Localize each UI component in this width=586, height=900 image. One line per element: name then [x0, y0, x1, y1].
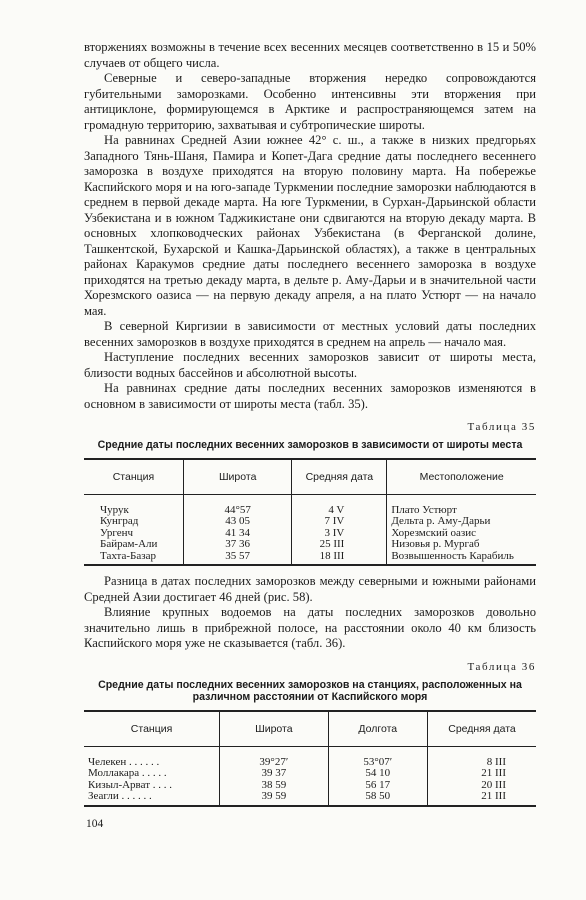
station-cell: Чурук	[100, 503, 129, 516]
station-cell: Тахта-Базар	[84, 551, 183, 566]
table-row	[84, 791, 536, 806]
page-number: 104	[86, 818, 104, 830]
paragraph: На равнинах средние даты последних весенних заморозков изменяются в основном в зависимости от широты места (табл. 35).	[84, 381, 536, 411]
paragraph: Северные и северо-западные вторжения нередко сопровождаются губительными заморозками. Особенно интенсивны эти вторжения при антициклоне, формирующемся в Арктике и распространяющемся затем на громадную территорию, захватывая и субтропические широты.	[84, 71, 536, 132]
table-row	[84, 746, 536, 768]
paragraph: На равнинах Средней Азии южнее 42° с. ш., а также в низких предгорьях Западного Тянь-Шаня, Памира и Копет-Дага средние даты последнего весеннего заморозка в воздухе приходятся на вторую половину марта. На побережье Каспийского моря и на юго-западе Туркмении последние заморозки наблюдаются в среднем в первой декаде марта. На юге Туркмении, в Сурхан-Дарьинской области Узбекистана и в южном Таджикистане они сдвигаются на вторую декаду марта. В основных хлопководческих районах Узбекистана (в Ферганской долине, Ташкентской, Бухарской и Кашка-Дарьинской областях), а также в центральных районах Каракумов средние даты последнего весеннего заморозка в воздухе приходятся на третью декаду марта, в дельте р. Аму-Дарьи и в значительной части Хорезмского оазиса — на первую декаду апреля, а на плато Устюрт — на начало мая.	[84, 133, 536, 318]
station-cell: Зеагли . . . . . .	[84, 791, 220, 806]
column-header-latitude: Широта	[183, 459, 291, 495]
date-cell: 20 III	[428, 780, 537, 792]
date-cell: 8 III	[428, 746, 537, 768]
date-cell: 18 III	[292, 551, 387, 566]
table-row	[84, 494, 536, 516]
date-cell: 7 IV	[292, 516, 387, 528]
paragraph: Разница в датах последних заморозков между северными и южными районами Средней Азии достигает 46 дней (рис. 58).	[84, 574, 536, 604]
column-header-station: Станция	[84, 459, 183, 495]
page-body	[84, 40, 536, 807]
column-header-mean-date: Средняя дата	[292, 459, 387, 495]
station-cell: Байрам-Али	[100, 538, 158, 550]
longitude-cell: 56 17	[328, 780, 427, 792]
column-header-station: Станция	[84, 711, 220, 747]
date-cell: 21 III	[428, 791, 537, 806]
table-35-title: Средние даты последних весенних заморозков в зависимости от широты места	[97, 439, 523, 451]
location-cell: Низовья р. Мургаб	[387, 539, 536, 551]
location-cell: Плато Устюрт	[387, 494, 536, 516]
paragraph: Влияние крупных водоемов на даты последних заморозков довольно значительно лишь в прибрежной полосе, на расстоянии около 40 км близость Каспийского моря уже не сказывается (табл. 36).	[84, 605, 536, 650]
station-cell: Челекен . . . . . .	[88, 755, 160, 768]
table-36-caption: Таблица 36	[467, 660, 536, 673]
date-cell: 21 III	[428, 768, 537, 780]
table-row	[84, 516, 536, 528]
latitude-cell: 41 34	[183, 528, 291, 540]
paragraph: Наступление последних весенних заморозков зависит от широты места, близости водных бассейнов и абсолютной высоты.	[84, 350, 536, 380]
latitude-cell: 44°57	[183, 494, 291, 516]
longitude-cell: 54 10	[328, 768, 427, 780]
paragraph: В северной Киргизии в зависимости от местных условий даты последних весенних заморозков в воздухе приходятся в среднем на апрель — начало мая.	[84, 319, 536, 349]
date-cell: 3 IV	[292, 528, 387, 540]
date-cell: 4 V	[292, 494, 387, 516]
column-header-longitude: Долгота	[328, 711, 427, 747]
station-cell: Кизыл-Арват . . . .	[88, 778, 173, 791]
table-35	[84, 458, 536, 567]
station-cell: Кунград	[100, 515, 139, 527]
column-header-latitude: Широта	[220, 711, 328, 747]
longitude-cell: 53°07′	[328, 746, 427, 768]
date-cell: 25 III	[292, 539, 387, 551]
latitude-cell: 43 05	[183, 516, 291, 528]
location-cell: Возвышенность Карабиль	[387, 551, 536, 566]
table-35-caption: Таблица 35	[467, 421, 536, 433]
column-header-location: Местоположение	[387, 459, 536, 495]
station-cell: Моллакара . . . . .	[88, 767, 167, 779]
column-header-mean-date: Средняя дата	[428, 711, 537, 747]
latitude-cell: 38 59	[220, 780, 328, 792]
latitude-cell: 39°27′	[220, 746, 328, 768]
latitude-cell: 37 36	[183, 539, 291, 551]
longitude-cell: 58 50	[328, 791, 427, 806]
location-cell: Дельта р. Аму-Дарьи	[387, 516, 536, 528]
table-36-title: Средние даты последних весенних заморозков на станциях, расположенных на различном расстоянии от Каспийского моря	[98, 678, 522, 703]
table-row	[84, 539, 536, 551]
table-row	[84, 551, 536, 566]
latitude-cell: 35 57	[183, 551, 291, 566]
table-36	[84, 710, 536, 807]
paragraph: вторжениях возможны в течение всех весенних месяцев соответственно в 15 и 50% случаев от общего числа.	[84, 40, 536, 70]
table-row	[84, 768, 536, 780]
station-cell: Ургенч	[100, 526, 133, 539]
location-cell: Хорезмский оазис	[387, 528, 536, 540]
latitude-cell: 39 59	[220, 791, 328, 806]
latitude-cell: 39 37	[220, 768, 328, 780]
